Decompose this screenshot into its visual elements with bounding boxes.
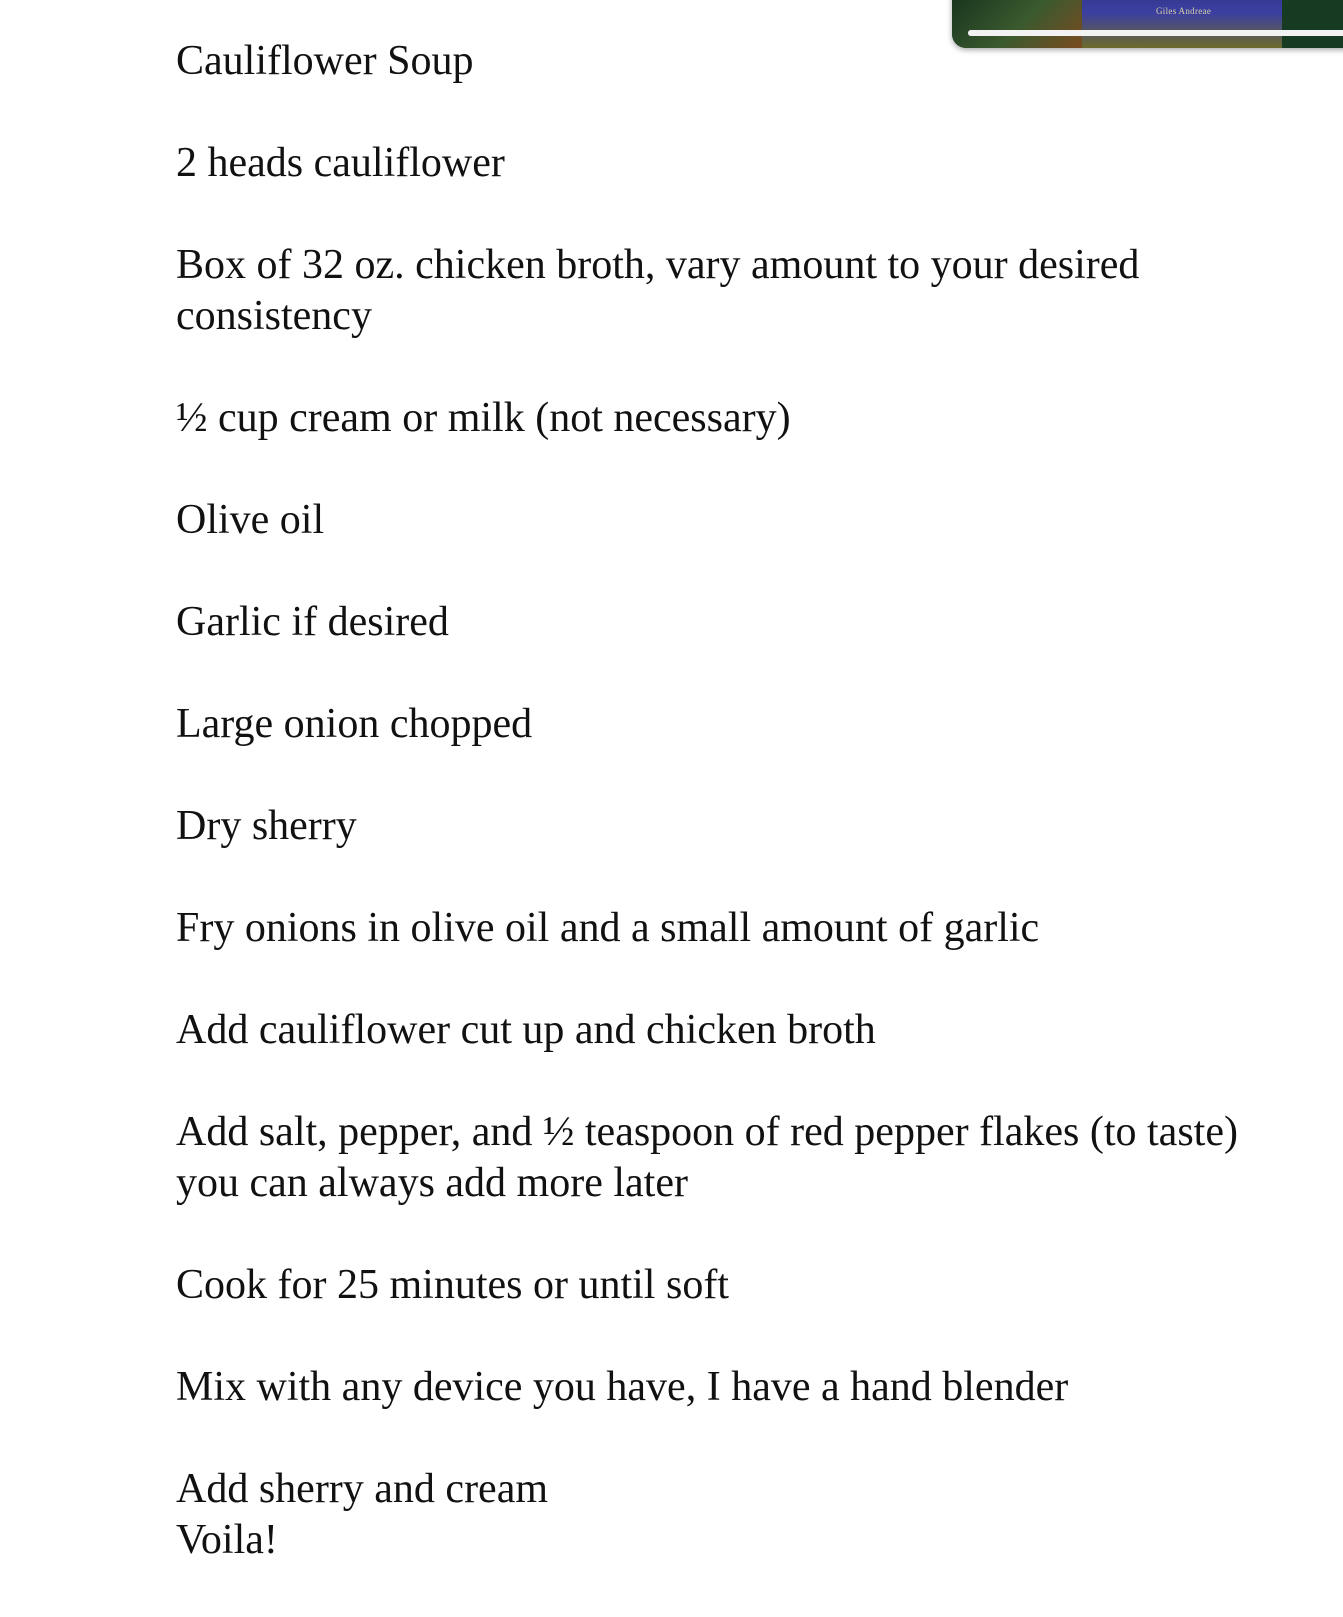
step-line: Mix with any device you have, I have a hand blender [176,1364,1069,1410]
step-line-part: Voila! [176,1517,278,1563]
ingredient-line-part: consistency [176,293,372,339]
ingredient-line: Large onion chopped [176,701,533,747]
step-line-part: Add salt, pepper, and ½ teaspoon of red pepper flakes (to taste) [176,1109,1238,1155]
step-line [176,1107,1296,1209]
step-line-part: you can always add more later [176,1160,688,1206]
ingredient-line-part: Box of 32 oz. chicken broth, vary amount to your desired [176,242,1140,288]
recipe-document [176,36,1296,1617]
step-line-part: Add sherry and cream [176,1466,549,1512]
ingredient-line: Dry sherry [176,803,357,849]
book-cover-author: Giles Andreae [1156,6,1212,16]
step-line: Fry onions in olive oil and a small amount of garlic [176,905,1040,951]
step-line: Add cauliflower cut up and chicken broth [176,1007,876,1053]
ingredient-line: 2 heads cauliflower [176,140,505,186]
step-line [176,1464,1296,1566]
ingredient-line: ½ cup cream or milk (not necessary) [176,395,791,441]
ingredient-line [176,240,1296,342]
ingredient-line: Garlic if desired [176,599,449,645]
step-line: Cook for 25 minutes or until soft [176,1262,729,1308]
ingredient-line: Olive oil [176,497,325,543]
recipe-title: Cauliflower Soup [176,38,474,84]
